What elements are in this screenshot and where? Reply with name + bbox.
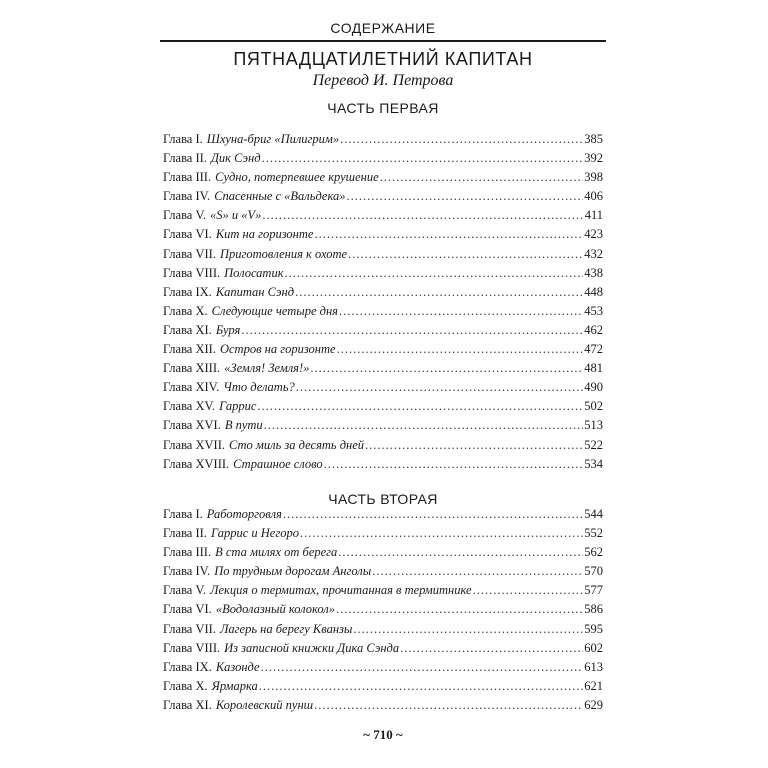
part-one-toc (163, 132, 603, 476)
chapter-page: 438 (584, 265, 603, 280)
toc-entry (163, 399, 603, 418)
toc-entry (163, 304, 603, 323)
chapter-number: Глава VIII. (163, 640, 221, 655)
chapter-number: Глава X. (163, 303, 208, 318)
toc-entry (163, 285, 603, 304)
chapter-page: 398 (584, 170, 603, 185)
toc-entry (163, 438, 603, 457)
chapter-page: 453 (584, 303, 603, 318)
chapter-page: 411 (584, 208, 603, 223)
chapter-title: Работорговля (206, 507, 282, 521)
chapter-number: Глава I. (163, 132, 203, 146)
chapter-title: Полосатик (224, 265, 284, 280)
chapter-title: Дик Сэнд (210, 151, 261, 166)
toc-entry (163, 151, 603, 170)
dot-leader (340, 132, 583, 147)
dot-leader (400, 641, 583, 656)
dot-leader (473, 583, 584, 598)
chapter-number: Глава XV. (163, 399, 216, 414)
toc-entry (163, 622, 603, 641)
chapter-title: «Земля! Земля!» (224, 361, 310, 376)
dot-leader (283, 507, 583, 522)
toc-entry (163, 189, 603, 208)
chapter-number: Глава II. (163, 526, 207, 541)
toc-entry (163, 660, 603, 679)
chapter-number: Глава III. (163, 170, 212, 185)
chapter-page: 534 (584, 456, 603, 471)
dot-leader (372, 564, 583, 579)
toc-entry (163, 583, 603, 602)
dot-leader (295, 285, 583, 300)
chapter-page: 577 (584, 583, 603, 598)
dot-leader (257, 399, 583, 414)
dot-leader (314, 698, 583, 713)
chapter-number: Глава V. (163, 208, 207, 223)
toc-entry (163, 361, 603, 380)
chapter-number: Глава VI. (163, 227, 212, 242)
chapter-page: 552 (584, 526, 603, 541)
chapter-title: Гаррис (219, 399, 257, 414)
chapter-number: Глава XIII. (163, 361, 221, 376)
chapter-title: Лагерь на берегу Кванзы (219, 621, 353, 636)
chapter-number: Глава X. (163, 678, 208, 693)
chapter-title: Гаррис и Негоро (210, 526, 299, 541)
chapter-page: 621 (584, 678, 603, 693)
translator-credit: Перевод И. Петрова (312, 72, 454, 89)
toc-entry (163, 545, 603, 564)
chapter-number: Глава IV. (163, 189, 211, 204)
toc-entry (163, 266, 603, 285)
chapter-page: 481 (584, 361, 603, 376)
chapter-title: Буря (215, 322, 241, 337)
chapter-page: 522 (584, 437, 603, 452)
toc-entry (163, 698, 603, 717)
chapter-page: 448 (584, 284, 603, 299)
chapter-number: Глава VIII. (163, 265, 221, 280)
chapter-title: Остров на горизонте (219, 342, 336, 357)
chapter-page: 490 (584, 380, 603, 395)
chapter-page: 472 (584, 342, 603, 357)
chapter-number: Глава XI. (163, 322, 212, 337)
toc-entry (163, 418, 603, 437)
chapter-page: 423 (584, 227, 603, 242)
dot-leader (336, 602, 583, 617)
chapter-page: 513 (584, 418, 603, 433)
chapter-page: 392 (584, 151, 603, 166)
toc-entry (163, 526, 603, 545)
chapter-title: «Водолазный колокол» (215, 602, 335, 617)
dot-leader (296, 380, 583, 395)
toc-entry (163, 323, 603, 342)
toc-entry (163, 208, 603, 227)
toc-entry (163, 457, 603, 476)
chapter-title: Кит на горизонте (215, 227, 314, 242)
chapter-title: Спасенные с «Вальдека» (214, 189, 346, 204)
toc-entry (163, 507, 603, 526)
toc-entry (163, 342, 603, 361)
dot-leader (285, 266, 584, 281)
toc-entry (163, 227, 603, 246)
chapter-number: Глава I. (163, 507, 203, 521)
chapter-page: 613 (584, 659, 603, 674)
chapter-title: В пути (224, 418, 263, 433)
chapter-number: Глава IX. (163, 659, 212, 674)
chapter-page: 629 (584, 697, 603, 712)
chapter-title: Сто миль за десять дней (229, 437, 365, 452)
chapter-page: 570 (584, 564, 603, 579)
part-two-toc (163, 507, 603, 717)
dot-leader (324, 457, 584, 472)
chapter-title: Судно, потерпевшее крушение (215, 170, 379, 185)
chapter-title: «S» и «V» (210, 208, 262, 223)
chapter-title: Приготовления к охоте (219, 246, 348, 261)
part-two-title: ЧАСТЬ ВТОРАЯ (328, 491, 438, 507)
chapter-page: 502 (584, 399, 603, 414)
toc-entry (163, 602, 603, 621)
dot-leader (259, 679, 584, 694)
chapter-page: 562 (584, 545, 603, 560)
chapter-number: Глава XVIII. (163, 456, 230, 471)
chapter-number: Глава V. (163, 583, 207, 598)
chapter-number: Глава IV. (163, 564, 211, 579)
toc-entry (163, 132, 603, 151)
book-title: ПЯТНАДЦАТИЛЕТНИЙ КАПИТАН (233, 49, 533, 69)
dot-leader (338, 545, 583, 560)
dot-leader (310, 361, 583, 376)
chapter-title: Лекция о термитах, прочитанная в термитнике (210, 583, 472, 598)
chapter-title: Следующие четыре дня (211, 303, 338, 318)
chapter-number: Глава XII. (163, 342, 216, 357)
dot-leader (339, 304, 583, 319)
chapter-title: Из записной книжки Дика Сэнда (224, 640, 400, 655)
chapter-title: Казонде (215, 659, 260, 674)
header-rule (160, 40, 606, 42)
running-head: СОДЕРЖАНИЕ (330, 20, 436, 36)
chapter-page: 595 (584, 621, 603, 636)
chapter-page: 602 (584, 640, 603, 655)
chapter-title: В ста милях от берега (215, 545, 338, 560)
chapter-page: 544 (584, 507, 603, 521)
chapter-number: Глава XVII. (163, 437, 225, 452)
chapter-number: Глава XIV. (163, 380, 220, 395)
page-number: ~ 710 ~ (363, 727, 403, 742)
chapter-title: Шхуна-бриг «Пилигрим» (206, 132, 340, 146)
chapter-number: Глава VI. (163, 602, 212, 617)
toc-entry (163, 170, 603, 189)
dot-leader (353, 622, 583, 637)
chapter-number: Глава VII. (163, 246, 216, 261)
toc-entry (163, 564, 603, 583)
chapter-title: Капитан Сэнд (215, 284, 295, 299)
chapter-title: Что делать? (223, 380, 295, 395)
dot-leader (261, 660, 584, 675)
chapter-title: Королевский пунш (215, 697, 314, 712)
toc-entry (163, 679, 603, 698)
dot-leader (337, 342, 584, 357)
chapter-page: 586 (584, 602, 603, 617)
chapter-number: Глава XI. (163, 697, 212, 712)
chapter-number: Глава II. (163, 151, 207, 166)
toc-entry (163, 380, 603, 399)
dot-leader (365, 438, 583, 453)
dot-leader (262, 208, 583, 223)
chapter-number: Глава VII. (163, 621, 216, 636)
dot-leader (300, 526, 583, 541)
chapter-number: Глава XVI. (163, 418, 221, 433)
dot-leader (380, 170, 584, 185)
dot-leader (314, 227, 583, 242)
dot-leader (264, 418, 584, 433)
chapter-page: 432 (584, 246, 603, 261)
toc-entry (163, 641, 603, 660)
chapter-title: Ярмарка (211, 678, 258, 693)
chapter-page: 406 (584, 189, 603, 204)
chapter-number: Глава III. (163, 545, 212, 560)
chapter-number: Глава IX. (163, 284, 212, 299)
dot-leader (241, 323, 583, 338)
chapter-title: По трудным дорогам Анголы (214, 564, 372, 579)
chapter-page: 385 (584, 132, 603, 146)
dot-leader (348, 247, 583, 262)
chapter-page: 462 (584, 322, 603, 337)
part-one-title: ЧАСТЬ ПЕРВАЯ (327, 100, 439, 116)
chapter-title: Страшное слово (233, 456, 323, 471)
dot-leader (347, 189, 584, 204)
dot-leader (262, 151, 584, 166)
toc-entry (163, 247, 603, 266)
